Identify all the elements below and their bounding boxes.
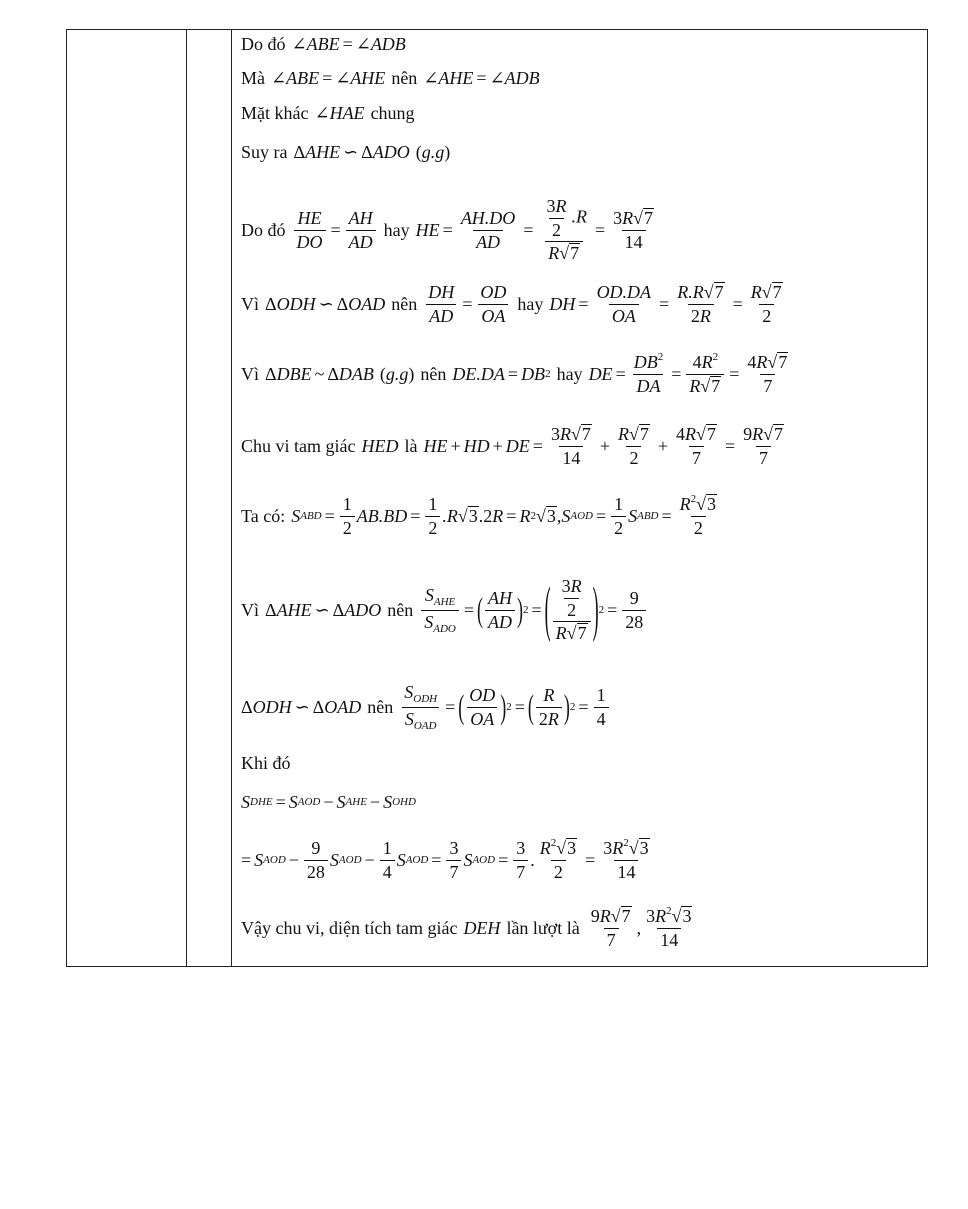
column-divider-2 [231, 30, 232, 966]
line-2: Mà ∠ABE = ∠AHE nên ∠AHE = ∠ADB [241, 67, 540, 88]
line-9: Ta có: S ABD = $\frac{1}{2}$ AB.BD = $\frac{1}{2}$ .R √ 3 .2 R = R 2 √ 3 , S AOD = $\frac{1}{2}$ S ABD = $R^2$ √ 3 2 [241, 493, 717, 538]
line-1: Do đó ∠ABE = ∠ADB [241, 33, 406, 54]
line-14: = S AOD − $\frac{9}{28}$ S AOD − $\frac{1}{4}$ S AOD = $\frac{3}{7}$ S AOD = $\frac{3}{7}$ . $R^2$ √ 3 2 = $3R^2$ √ 3 14 [241, 837, 649, 882]
line-13: S DHE = S AOD − S AHE − S OHD [241, 791, 416, 812]
line-5: Do đó $\frac{HE}{DO}$ = $\frac{AH}{AD}$ hay HE = $\frac{AH.DO}{AD}$ = $\frac{3R}{2}$ .R R √ 7 = 3R √ 7 14 [241, 195, 654, 264]
line-10: Vì Δ AHE ∽ Δ ADO nên $\frac{S_{AHE}}{S_{ADO}}$ = ( $\frac{AH}{AD}$ ) 2 = ( $\frac{3R}{2}$ R √ 7 ) 2 = $\frac{9}{28}$ [241, 560, 648, 660]
line-12: Khi đó [241, 752, 291, 773]
line-15: Vậy chu vi, diện tích tam giác DEH lần lượt là 9R √ 7 7 , $3R^2$ √ 3 14 [241, 905, 692, 950]
column-divider-1 [186, 30, 187, 966]
line-4: Suy ra Δ AHE ∽ Δ ADO ( g.g ) [241, 141, 451, 162]
line-3: Mặt khác ∠HAE chung [241, 102, 415, 123]
line-8: Chu vi tam giác HED là HE + HD + DE = 3R √ 7 14 + R √ 7 2 + 4R √ 7 7 = 9R √ 7 7 [241, 423, 783, 468]
line-7: Vì Δ DBE ~ Δ DAB ( g.g ) nên DE.DA = DB 2 hay DE = $\frac{DB^2}{DA}$ = $4R^2$ R √ 7 = 4R √ 7 7 [241, 351, 788, 397]
line-11: Δ ODH ∽ Δ OAD nên $\frac{S_{ODH}}{S_{OAD}}$ = ( $\frac{OD}{OA}$ ) 2 = ( $\frac{R}{2R}$ ) 2 = $\frac{1}{4}$ [241, 677, 611, 737]
line-6: Vì Δ ODH ∽ Δ OAD nên $\frac{DH}{AD}$ = $\frac{OD}{OA}$ hay DH = $\frac{OD.DA}{OA}$ = R.R √ 7 2R = R √ 7 2 [241, 281, 782, 326]
